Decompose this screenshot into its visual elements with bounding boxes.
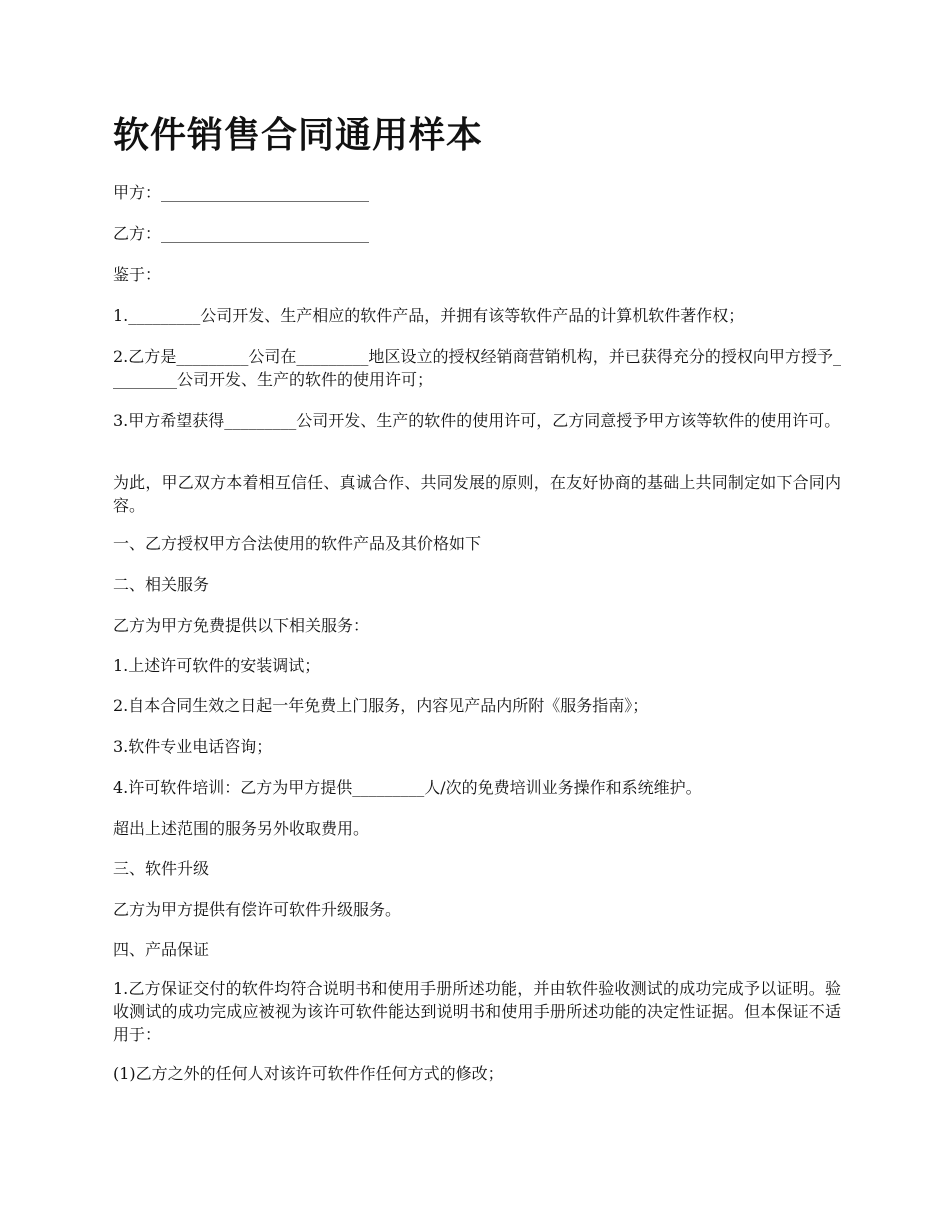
document-title: 软件销售合同通用样本 bbox=[113, 115, 484, 156]
service-item-4: 4.许可软件培训：乙方为甲方提供_________人/次的免费培训业务操作和系统维护。 bbox=[113, 778, 702, 797]
warranty-exclusion-1: (1)乙方之外的任何人对该许可软件作任何方式的修改； bbox=[113, 1064, 504, 1083]
upgrade-paragraph: 乙方为甲方提供有偿许可软件升级服务。 bbox=[113, 900, 402, 919]
service-item-3: 3.软件专业电话咨询； bbox=[113, 737, 273, 756]
party-a-line: 甲方：__________________________ bbox=[113, 183, 370, 202]
service-item-1: 1.上述许可软件的安装调试； bbox=[113, 656, 321, 675]
warranty-clause-1: 1.乙方保证交付的软件均符合说明书和使用手册所述功能，并由软件验收测试的成功完成予以证明。验收测试的成功完成应被视为该许可软件能达到说明书和使用手册所述功能的决定性证据。但本保证不适用于： bbox=[113, 979, 841, 1044]
whereas-clause-1: 1._________公司开发、生产相应的软件产品，并拥有该等软件产品的计算机软件著作权； bbox=[113, 306, 745, 325]
services-intro: 乙方为甲方免费提供以下相关服务： bbox=[113, 616, 370, 635]
preamble-paragraph: 为此，甲乙双方本着相互信任、真诚合作、共同发展的原则，在友好协商的基础上共同制定如下合同内容。 bbox=[113, 473, 841, 515]
whereas-clause-3: 3.甲方希望获得_________公司开发、生产的软件的使用许可，乙方同意授予甲方该等软件的使用许可。 bbox=[113, 411, 841, 430]
service-item-2: 2.自本合同生效之日起一年免费上门服务，内容见产品内所附《服务指南》； bbox=[113, 696, 649, 715]
section-4-heading: 四、产品保证 bbox=[113, 940, 210, 959]
section-2-heading: 二、相关服务 bbox=[113, 575, 210, 594]
party-b-line: 乙方：__________________________ bbox=[113, 224, 370, 243]
whereas-clause-2: 2.乙方是_________公司在_________地区设立的授权经销商营销机构，并已获得充分的授权向甲方授予_________公司开发、生产的软件的使用许可； bbox=[113, 347, 841, 389]
section-1-heading: 一、乙方授权甲方合法使用的软件产品及其价格如下 bbox=[113, 534, 482, 553]
section-3-heading: 三、软件升级 bbox=[113, 859, 210, 878]
extra-services-note: 超出上述范围的服务另外收取费用。 bbox=[113, 819, 370, 838]
whereas-heading: 鉴于： bbox=[113, 265, 162, 284]
